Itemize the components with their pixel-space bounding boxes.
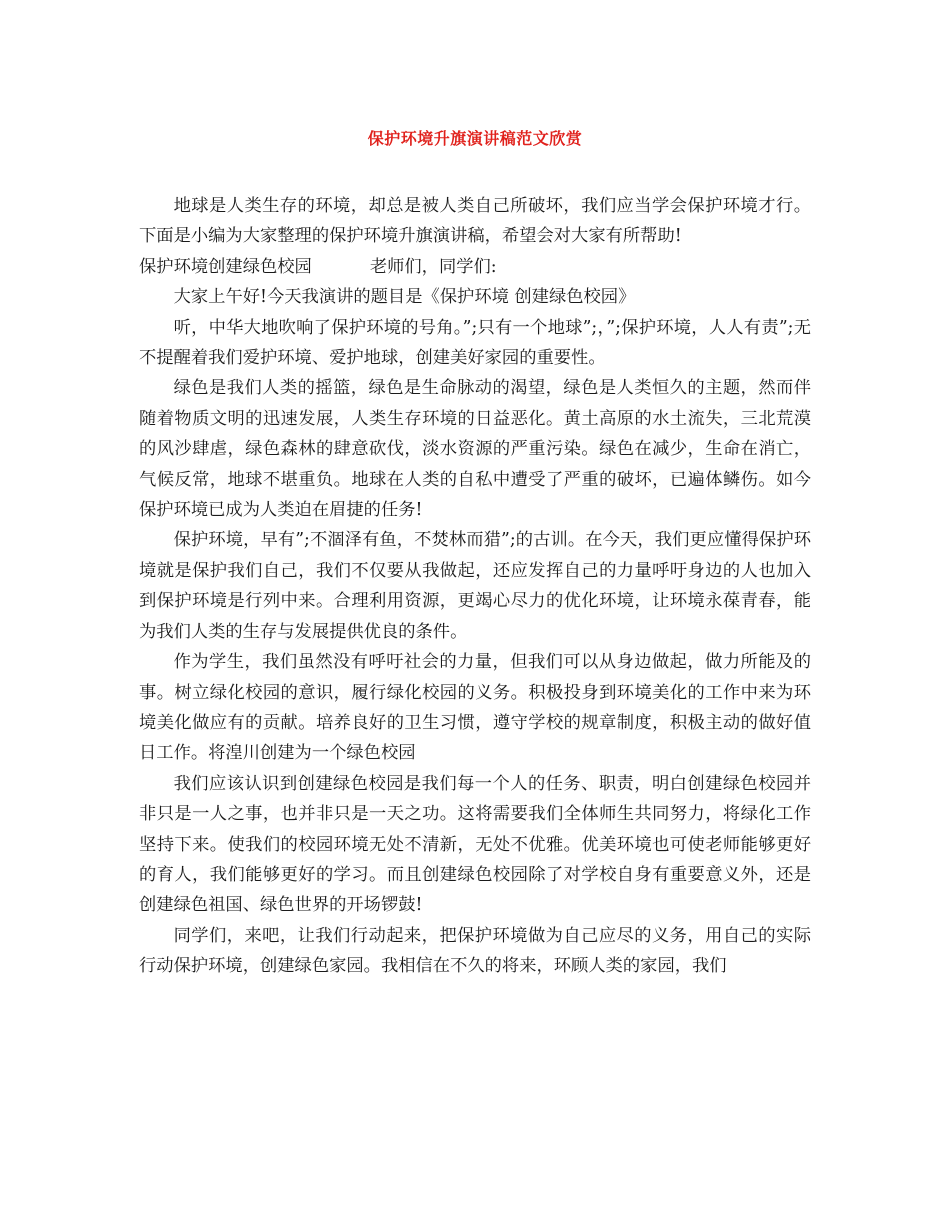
subtitle-line <box>139 252 811 282</box>
body-paragraph: 作为学生，我们虽然没有呼吁社会的力量，但我们可以从身边做起，做力所能及的事。树立绿化校园的意识，履行绿化校园的义务。积极投身到环境美化的工作中来为环境美化做应有的贡献。培养良好的卫生习惯，遵守学校的规章制度，积极主动的做好值日工作。将湟川创建为一个绿色校园 <box>139 652 811 764</box>
body-paragraph: 听，中华大地吹响了保护环境的号角。”;只有一个地球”;，”;保护环境，人人有责”;无不提醒着我们爱护环境、爱护地球，创建美好家园的重要性。 <box>139 317 811 369</box>
document-title: 保护环境升旗演讲稿范文欣赏 <box>367 129 583 148</box>
document-body <box>139 191 811 982</box>
body-paragraph: 我们应该认识到创建绿色校园是我们每一个人的任务、职责，明白创建绿色校园并非只是一人之事，也并非只是一天之功。这将需要我们全体师生共同努力，将绿化工作坚持下来。使我们的校园环境无处不清新，无处不优雅。优美环境也可使老师能够更好的育人，我们能够更好的学习。而且创建绿色校园除了对学校自身有重要意义外，还是创建绿色祖国、绿色世界的开场锣鼓! <box>139 773 811 916</box>
salutation: 老师们，同学们: <box>369 256 497 277</box>
body-paragraph: 大家上午好!今天我演讲的题目是《保护环境 创建绿色校园》 <box>173 287 636 308</box>
body-paragraph: 保护环境，早有”;不涸泽有鱼，不焚林而猎”;的古训。在今天，我们更应懂得保护环境就是保护我们自己，我们不仅要从我做起，还应发挥自己的力量呼吁身边的人也加入到保护环境是行列中来。合理利用资源，更竭心尽力的优化环境，让环境永葆青春，能为我们人类的生存与发展提供优良的条件。 <box>139 530 811 642</box>
body-paragraph: 同学们，来吧，让我们行动起来，把保护环境做为自己应尽的义务，用自己的实际行动保护环境，创建绿色家园。我相信在不久的将来，环顾人类的家园，我们 <box>139 925 811 977</box>
subtitle: 保护环境创建绿色校园 <box>139 256 312 277</box>
intro-paragraph: 地球是人类生存的环境，却总是被人类自己所破坏，我们应当学会保护环境才行。下面是小编为大家整理的保护环境升旗演讲稿，希望会对大家有所帮助! <box>139 196 811 247</box>
body-paragraph: 绿色是我们人类的摇篮，绿色是生命脉动的渴望，绿色是人类恒久的主题，然而伴随着物质文明的迅速发展，人类生存环境的日益恶化。黄土高原的水土流失，三北荒漠的风沙肆虐，绿色森林的肆意砍伐，淡水资源的严重污染。绿色在减少，生命在消亡，气候反常，地球不堪重负。地球在人类的自私中遭受了严重的破坏，已遍体鳞伤。如今保护环境已成为人类迫在眉捷的任务! <box>139 378 811 521</box>
